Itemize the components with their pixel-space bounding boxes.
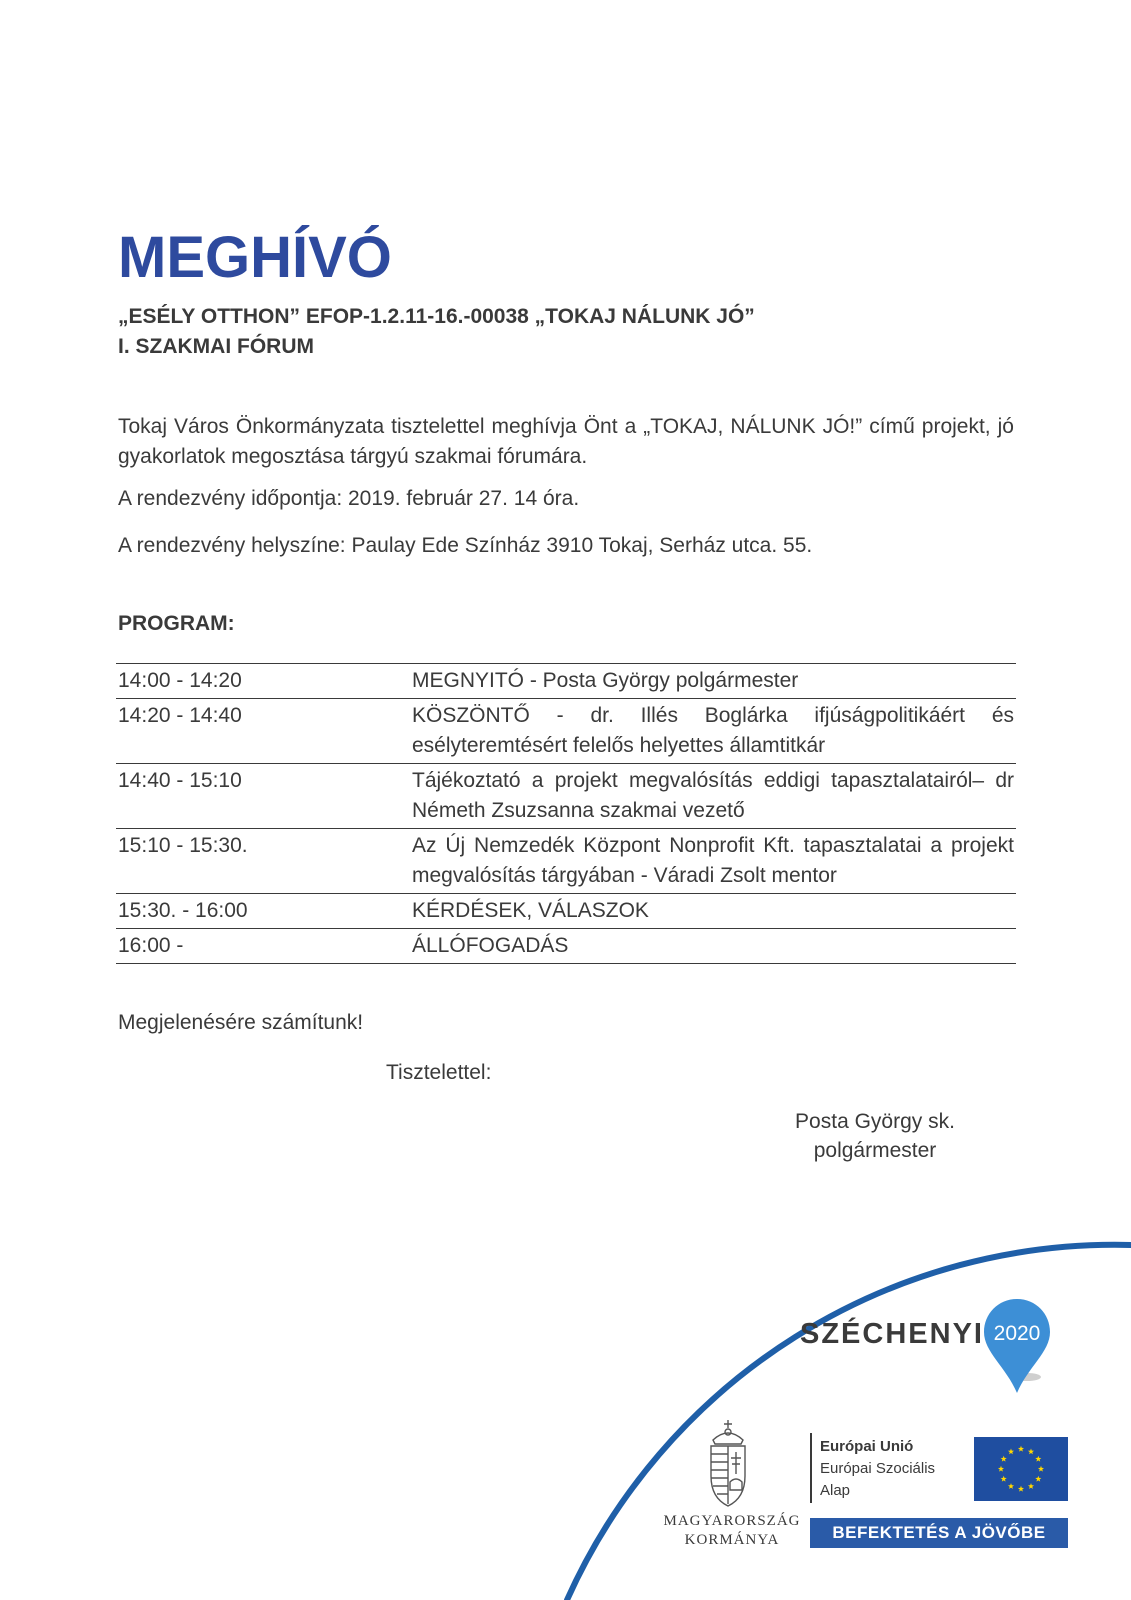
program-time: 15:30. - 16:00 bbox=[116, 894, 410, 929]
eu-label bbox=[820, 1436, 935, 1502]
program-time: 14:20 - 14:40 bbox=[116, 699, 410, 764]
greeting-line: Tisztelettel: bbox=[386, 1061, 492, 1084]
program-time: 16:00 - bbox=[116, 929, 410, 964]
signature-name: Posta György sk. bbox=[795, 1110, 955, 1133]
program-item: Tájékoztató a projekt megvalósítás eddigi tapasztalatairól– dr Németh Zsuzsanna szakmai vezető bbox=[410, 764, 1016, 829]
program-item: KÉRDÉSEK, VÁLASZOK bbox=[410, 894, 1016, 929]
program-item: Az Új Nemzedék Központ Nonprofit Kft. tapasztalatai a projekt megvalósítás tárgyában - Váradi Zsolt mentor bbox=[410, 829, 1016, 894]
eu-label-line-2: Európai Szociális bbox=[820, 1460, 936, 1477]
program-time: 15:10 - 15:30. bbox=[116, 829, 410, 894]
program-time: 14:00 - 14:20 bbox=[116, 664, 410, 699]
signature-title: polgármester bbox=[813, 1139, 937, 1162]
closing-line: Megjelenésére számítunk! bbox=[118, 1011, 364, 1034]
document-title: MEGHÍVÓ bbox=[118, 225, 392, 290]
program-item: MEGNYITÓ - Posta György polgármester bbox=[410, 664, 1016, 699]
program-time: 14:40 - 15:10 bbox=[116, 764, 410, 829]
szechenyi-year: 2020 bbox=[993, 1322, 1041, 1345]
government-label bbox=[657, 1512, 807, 1550]
event-date: A rendezvény időpontja: 2019. február 27. 14 óra. bbox=[118, 487, 580, 510]
eu-label-line-1: Európai Unió bbox=[820, 1438, 914, 1455]
program-item: ÁLLÓFOGADÁS bbox=[410, 929, 1016, 964]
szechenyi-label: SZÉCHENYI bbox=[800, 1318, 984, 1350]
eu-label-line-3: Alap bbox=[820, 1482, 851, 1499]
government-label-line-1: MAGYARORSZÁG bbox=[663, 1513, 801, 1529]
program-heading: PROGRAM: bbox=[118, 612, 235, 635]
eu-flag-icon bbox=[974, 1437, 1068, 1501]
investment-banner: BEFEKTETÉS A JÖVŐBE bbox=[810, 1518, 1068, 1548]
eu-divider bbox=[810, 1433, 812, 1503]
hungarian-coat-of-arms-icon bbox=[705, 1418, 751, 1510]
subtitle-line-1: „ESÉLY OTTHON” EFOP-1.2.11-16.-00038 „TOKAJ NÁLUNK JÓ” bbox=[118, 305, 755, 328]
subtitle-line-2: I. SZAKMAI FÓRUM bbox=[118, 335, 314, 358]
szechenyi-2020-pin-icon bbox=[982, 1297, 1052, 1395]
event-venue: A rendezvény helyszíne: Paulay Ede Színház 3910 Tokaj, Serház utca. 55. bbox=[118, 534, 813, 557]
program-item: KÖSZÖNTŐ - dr. Illés Boglárka ifjúságpolitikáért és esélyteremtésért felelős helyettes államtitkár bbox=[410, 699, 1016, 764]
government-label-line-2: KORMÁNYA bbox=[684, 1532, 780, 1548]
intro-paragraph: Tokaj Város Önkormányzata tisztelettel meghívja Önt a „TOKAJ, NÁLUNK JÓ!” című projekt, jó gyakorlatok megosztása tárgyú szakmai fórumára. bbox=[118, 415, 1014, 468]
